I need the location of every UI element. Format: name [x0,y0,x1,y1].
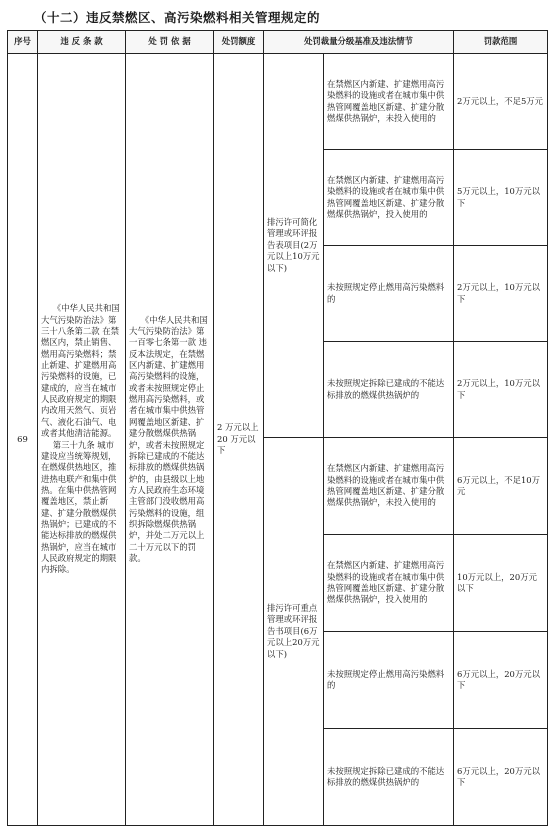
header-row [8,31,548,54]
circumstance-cell: 未按照规定停止燃用高污染燃料的 [324,632,454,729]
header-tiers: 处罚裁量分级基准及违法情节 [264,31,454,54]
clause-paragraph: 第三十九条 城市建设应当统筹规划，在燃煤供热地区，推进热电联产和集中供热。在集中供热管网覆盖地区，禁止新建、扩建分散燃煤供热锅炉；已建成的不能达标排放的燃煤供热锅炉，应当在城市人民政府规定的期限内拆除。 [41,439,117,575]
fine-range-cell: 5万元以上，10万元以下 [454,150,548,246]
circumstance-cell: 在禁燃区内新建、扩建燃用高污染燃料的设施或者在城市集中供热管网覆盖地区新建、扩建分散燃煤供热锅炉，投入使用的 [324,150,454,246]
penalty-amount-cell: 2 万元以上 20 万元以下 [214,54,264,826]
clause-paragraph: 《中华人民共和国大气污染防治法》第三十八条第二款 在禁燃区内，禁止销售、燃用高污染燃料；禁止新建、扩建燃用高污染燃料的设施，已建成的，应当在城市人民政府规定的期限内改用天然气、页岩气、液化石油气、电或者其他清洁能源。 [41,303,120,439]
tier-category-cell: 排污许可简化管理或环评报告表项目(2万元以上10万元以下) [264,54,324,438]
violated-clause-cell [38,54,126,826]
fine-range-cell: 2万元以上，10万元以下 [454,342,548,438]
fine-range-cell: 6万元以上，20万元以下 [454,729,548,826]
penalty-table [7,30,548,826]
seq-cell: 69 [8,54,38,826]
circumstance-cell: 未按照规定拆除已建成的不能达标排放的燃煤供热锅炉的 [324,342,454,438]
basis-paragraph: 《中华人民共和国大气污染防治法》第一百零七条第一款 违反本法规定，在禁燃区内新建、扩建燃用高污染燃料的设施，或者未按照规定停止燃用高污染燃料，或者在城市集中供热管网覆盖地区新建、扩建分散燃煤供热锅炉，或者未按照规定拆除已建成的不能达标排放的燃煤供热锅炉的，由县级以上地方人民政府生态环境主管部门没收燃用高污染燃料的设施，组织拆除燃煤供热锅炉，并处二万元以上二十万元以下的罚款。 [129,314,208,563]
circumstance-cell: 在禁燃区内新建、扩建燃用高污染燃料的设施或者在城市集中供热管网覆盖地区新建、扩建分散燃煤供热锅炉，投入使用的 [324,535,454,632]
table-row [8,54,548,150]
circumstance-cell: 在禁燃区内新建、扩建燃用高污染燃料的设施或者在城市集中供热管网覆盖地区新建、扩建分散燃煤供热锅炉，未投入使用的 [324,438,454,535]
header-amount: 处罚额度 [214,31,264,54]
circumstance-cell: 未按照规定拆除已建成的不能达标排放的燃煤供热锅炉的 [324,729,454,826]
header-basis: 处 罚 依 据 [126,31,214,54]
penalty-basis-cell [126,54,214,826]
fine-range-cell: 2万元以上，10万元以下 [454,246,548,342]
circumstance-cell: 在禁燃区内新建、扩建燃用高污染燃料的设施或者在城市集中供热管网覆盖地区新建、扩建分散燃煤供热锅炉，未投入使用的 [324,54,454,150]
fine-range-cell: 6万元以上，不足10万元 [454,438,548,535]
circumstance-cell: 未按照规定停止燃用高污染燃料的 [324,246,454,342]
tier-category-cell: 排污许可重点管理或环评报告书项目(6万元以上20万元以下) [264,438,324,826]
fine-range-cell: 2万元以上，不足5万元 [454,54,548,150]
page-title: （十二）违反禁燃区、高污染燃料相关管理规定的 [34,10,321,25]
header-clause: 违 反 条 款 [38,31,126,54]
header-seq: 序号 [8,31,38,54]
header-range: 罚款范围 [454,31,548,54]
fine-range-cell: 10万元以上，20万元以下 [454,535,548,632]
fine-range-cell: 6万元以上，20万元以下 [454,632,548,729]
